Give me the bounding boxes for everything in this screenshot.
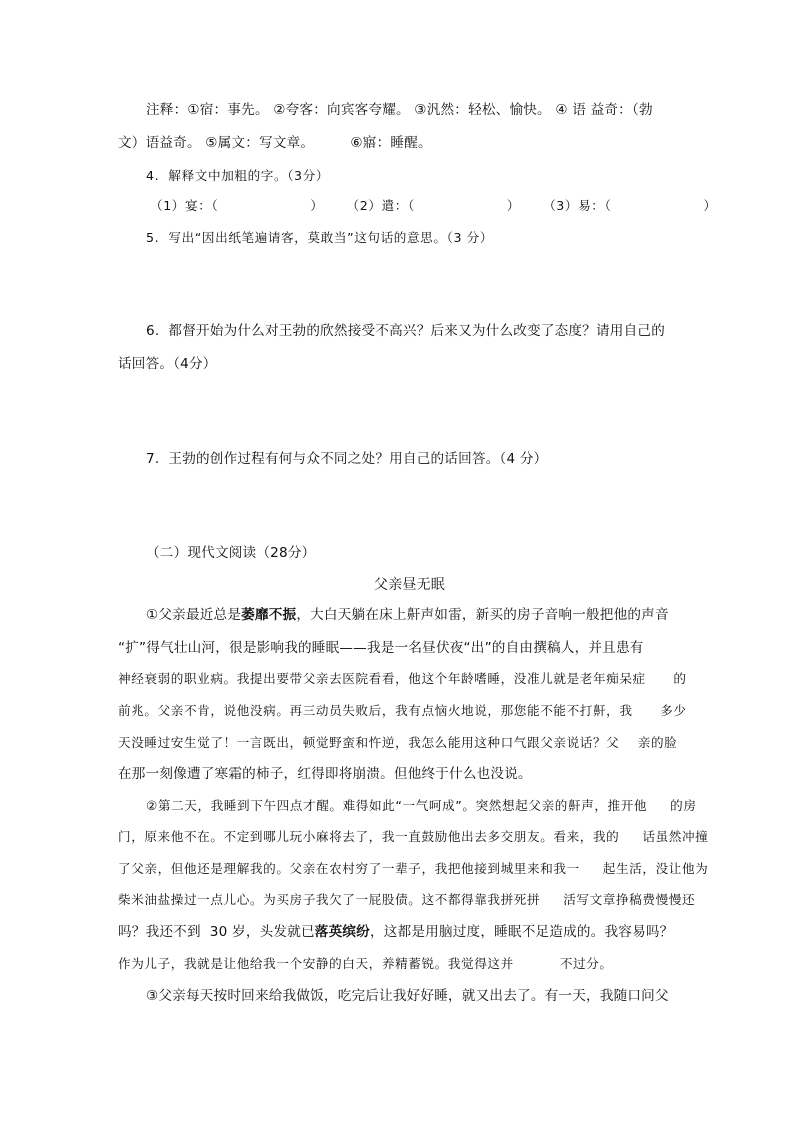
article-paragraph-1-line-5: 天没睡过安生觉了！一言既出，顿觉野蛮和忤逆，我怎么能用这种口气跟父亲说话？父 亲的脸: [118, 735, 678, 750]
notes-line-1: 注释：①宿：事先。 ②夸客：向宾客夸耀。 ③汎然：轻松、愉快。 ④ 语 益奇：（勃: [146, 102, 653, 118]
question-5: 5. 写出“因出纸笔遍请客，莫敢当”这句话的意思。（3 分）: [146, 230, 494, 245]
question-4: 4. 解释文中加粗的字。（3分）: [146, 168, 330, 183]
question-7: 7. 王勃的创作过程有何与众不同之处？用自己的话回答。（4 分）: [146, 451, 548, 467]
article-paragraph-2-line-1: ②第二天，我睡到下午四点才醒。难得如此“一气呵成”。突然想起父亲的鼾声，推开他 的房: [146, 798, 697, 813]
article-paragraph-1-line-4: 前兆。父亲不肯，说他没病。再三动员失败后，我有点恼火地说，那您能不能不打鼾，我 多少: [118, 703, 687, 718]
article-paragraph-2-line-5: 吗？我还不到 30 岁，头发就已落英缤纷，这都是用脑过度，睡眠不足造成的。我容易吗？: [118, 924, 674, 940]
notes-line-2: 文）语益奇。 ⑤属文：写文章。 ⑥寤：睡醒。: [118, 135, 432, 151]
article-paragraph-1-line-2: “扩”得气壮山河，很是影响我的睡眠——我是一名昼伏夜“出”的自由撰稿人，并且患有: [118, 640, 644, 656]
article-paragraph-2-line-3: 了父亲，但他还是理解我的。父亲在农村穷了一辈子，我把他接到城里来和我一 起生活，没让他为: [118, 861, 709, 876]
article-paragraph-1-line-3: 神经衰弱的职业病。我提出要带父亲去医院看看，他这个年龄嗜睡，没准儿就是老年痴呆症 的: [118, 671, 687, 686]
question-6-line-1: 6. 都督开始为什么对王勃的欣然接受不高兴？后来又为什么改变了态度？请用自己的: [146, 323, 665, 339]
question-4-blanks: （1）宴：（ ） （2）遣：（ ） （3）易：（ ）: [150, 198, 717, 213]
article-paragraph-1-line-1: ①父亲最近总是萎靡不振，大白天躺在床上鼾声如雷，新买的房子音响一般把他的声音: [146, 607, 669, 623]
question-6-line-2: 话回答。（4分）: [118, 356, 217, 372]
article-paragraph-2-line-2: 门，原来他不在。不定到哪儿玩小麻将去了，我一直鼓励他出去多交朋友。看来，我的 话虽然冲撞: [118, 829, 709, 844]
section-heading: （二）现代文阅读（28分）: [146, 545, 316, 561]
article-title: 父亲昼无眠: [374, 577, 445, 593]
article-paragraph-2-line-4: 柴米油盐操过一点儿心。为买房子我欠了一屁股债。这不都得靠我拼死拼 活写文章挣稿费慢慢还: [118, 892, 696, 907]
article-paragraph-3-line-1: ③父亲每天按时回来给我做饭，吃完后让我好好睡，就又出去了。有一天，我随口问父: [146, 988, 669, 1004]
article-paragraph-2-line-6: 作为儿子，我就是让他给我一个安静的白天，养精蓄锐。我觉得这并 不过分。: [118, 956, 613, 971]
bold-phrase: 萎靡不振: [241, 607, 297, 623]
bold-phrase: 落英缤纷: [314, 924, 370, 940]
article-paragraph-1-line-6: 在那一刻像遭了寒霜的柿子，红得即将崩溃。但他终于什么也没说。: [118, 766, 532, 782]
